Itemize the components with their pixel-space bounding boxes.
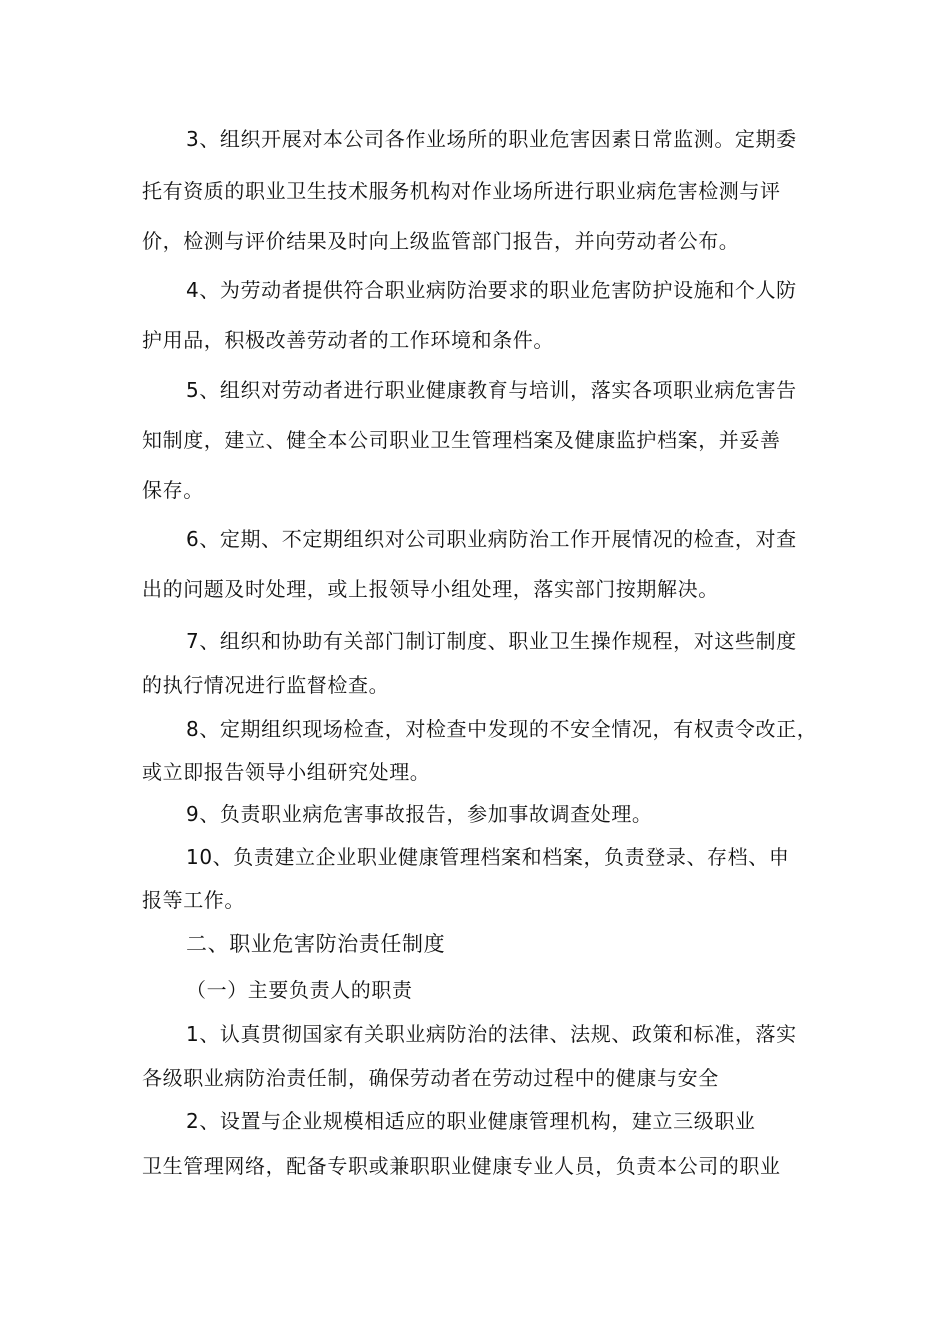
- paragraph-line: 卫生管理网络，配备专职或兼职职业健康专业人员，负责本公司的职业: [142, 1154, 781, 1178]
- paragraph-line: 保存。: [142, 478, 204, 502]
- paragraph-line: 护用品，积极改善劳动者的工作环境和条件。: [142, 328, 554, 352]
- section-heading: 二、职业危害防治责任制度: [186, 932, 446, 956]
- paragraph-line: 托有资质的职业卫生技术服务机构对作业场所进行职业病危害检测与评: [142, 179, 781, 203]
- paragraph-line: 价，检测与评价结果及时向上级监管部门报告，并向劳动者公布。: [142, 229, 740, 253]
- paragraph-line: 4、为劳动者提供符合职业病防治要求的职业危害防护设施和个人防: [186, 278, 797, 302]
- paragraph-line: 9、负责职业病危害事故报告，参加事故调查处理。: [186, 802, 653, 826]
- paragraph-line: 6、定期、不定期组织对公司职业病防治工作开展情况的检查，对查: [186, 527, 797, 551]
- paragraph-line: 2、设置与企业规模相适应的职业健康管理机构，建立三级职业: [186, 1109, 756, 1133]
- paragraph-line: 8、定期组织现场检查，对检查中发现的不安全情况，有权责令改正，: [186, 717, 818, 741]
- paragraph-line: 出的问题及时处理，或上报领导小组处理，落实部门按期解决。: [142, 577, 719, 601]
- paragraph-line: 1、认真贯彻国家有关职业病防治的法律、法规、政策和标准，落实: [186, 1022, 797, 1046]
- subsection-heading: （一）主要负责人的职责: [186, 978, 413, 1002]
- paragraph-line: 的执行情况进行监督检查。: [142, 673, 390, 697]
- paragraph-line: 5、组织对劳动者进行职业健康教育与培训，落实各项职业病危害告: [186, 378, 797, 402]
- paragraph-line: 10、负责建立企业职业健康管理档案和档案，负责登录、存档、申: [186, 845, 790, 869]
- paragraph-line: 知制度，建立、健全本公司职业卫生管理档案及健康监护档案，并妥善: [142, 428, 781, 452]
- paragraph-line: 3、组织开展对本公司各作业场所的职业危害因素日常监测。定期委: [186, 127, 797, 151]
- paragraph-line: 7、组织和协助有关部门制订制度、职业卫生操作规程，对这些制度: [186, 629, 797, 653]
- paragraph-line: 各级职业病防治责任制，确保劳动者在劳动过程中的健康与安全: [142, 1066, 719, 1090]
- paragraph-line: 报等工作。: [142, 888, 245, 912]
- paragraph-line: 或立即报告领导小组研究处理。: [142, 760, 431, 784]
